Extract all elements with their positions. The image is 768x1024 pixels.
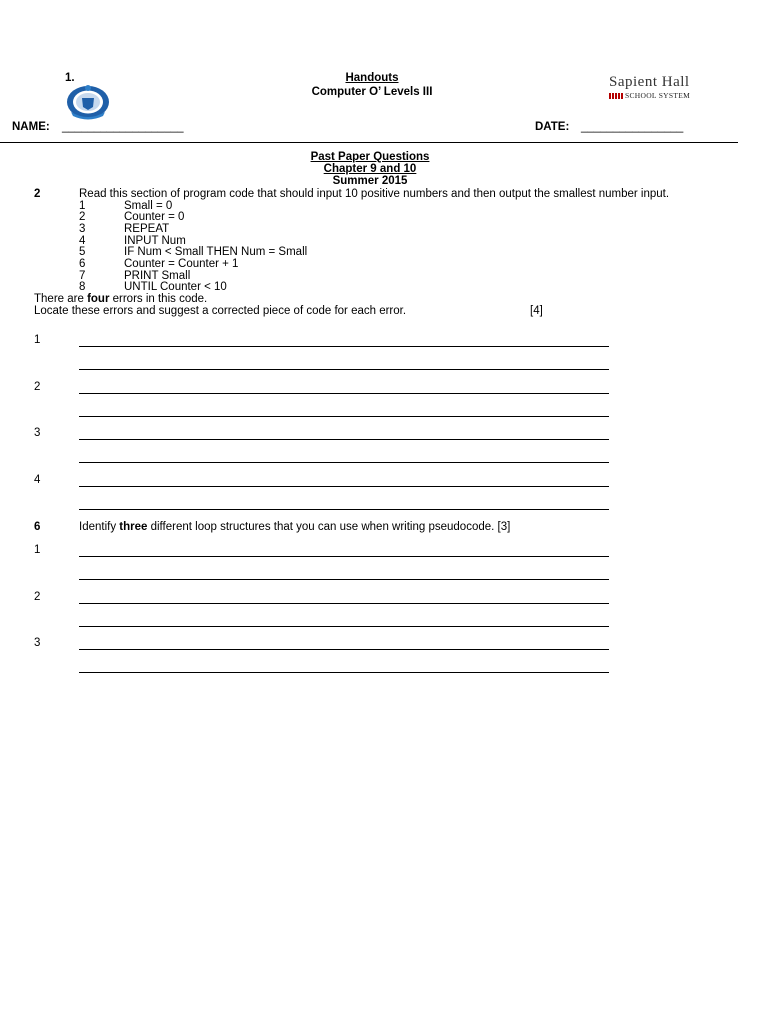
brand-name: Sapient Hall	[609, 74, 690, 90]
code-line-text: REPEAT	[124, 223, 170, 235]
code-line-text: UNTIL Counter < 10	[124, 281, 227, 293]
answer-number: 4	[34, 474, 41, 486]
answer-line[interactable]	[79, 393, 609, 394]
code-line-text: Counter = Counter + 1	[124, 258, 239, 270]
brand-subtitle: SCHOOL SYSTEM	[625, 91, 691, 100]
header-divider	[0, 142, 738, 143]
code-line-number: 7	[79, 270, 86, 282]
code-line-number: 1	[79, 200, 86, 212]
date-blank[interactable]: ________________	[581, 121, 684, 133]
answer-line[interactable]	[79, 579, 609, 580]
school-seal-logo	[65, 82, 111, 120]
answer-line[interactable]	[79, 672, 609, 673]
course-subtitle: Computer O’ Levels III	[311, 86, 433, 98]
q6-prompt: Identify three different loop structures that you can use when writing pseudocode. [3]	[79, 521, 511, 533]
code-line-number: 2	[79, 211, 86, 223]
answer-line[interactable]	[79, 649, 609, 650]
code-line-number: 4	[79, 235, 86, 247]
answer-number: 2	[34, 381, 41, 393]
section-heading: Past Paper Questions	[310, 151, 430, 163]
answer-number: 2	[34, 591, 41, 603]
answer-line[interactable]	[79, 509, 609, 510]
errors-statement: There are four errors in this code.	[34, 293, 208, 305]
q2-number: 2	[34, 188, 41, 200]
answer-line[interactable]	[79, 486, 609, 487]
errors-count: four	[87, 293, 110, 305]
section-chapter: Chapter 9 and 10	[323, 163, 417, 175]
section-session: Summer 2015	[332, 175, 408, 187]
document-title: Handouts	[345, 72, 399, 84]
code-line-number: 3	[79, 223, 86, 235]
answer-line[interactable]	[79, 439, 609, 440]
q2-marks: [4]	[530, 305, 543, 317]
code-line-number: 5	[79, 246, 86, 258]
answer-line[interactable]	[79, 626, 609, 627]
answer-line[interactable]	[79, 369, 609, 370]
answer-number: 3	[34, 637, 41, 649]
brand-bar-icon	[609, 93, 623, 99]
question-number: 1.	[65, 72, 75, 84]
brand-logo	[609, 75, 705, 100]
answer-line[interactable]	[79, 556, 609, 557]
code-line-text: IF Num < Small THEN Num = Small	[124, 246, 308, 258]
date-label: DATE:	[535, 121, 570, 133]
locate-instruction: Locate these errors and suggest a corrected piece of code for each error.	[34, 305, 407, 317]
answer-number: 3	[34, 427, 41, 439]
code-line-text: PRINT Small	[124, 270, 191, 282]
answer-line[interactable]	[79, 462, 609, 463]
loop-count: three	[119, 521, 148, 533]
code-line-number: 8	[79, 281, 86, 293]
code-line-text: Small = 0	[124, 200, 173, 212]
answer-number: 1	[34, 544, 41, 556]
q2-prompt: Read this section of program code that should input 10 positive numbers and then output the smallest number input.	[79, 188, 670, 200]
code-line-number: 6	[79, 258, 86, 270]
answer-line[interactable]	[79, 346, 609, 347]
q6-number: 6	[34, 521, 41, 533]
code-line-text: Counter = 0	[124, 211, 185, 223]
answer-number: 1	[34, 334, 41, 346]
name-blank[interactable]: ___________________	[62, 121, 184, 133]
code-line-text: INPUT Num	[124, 235, 186, 247]
name-label: NAME:	[12, 121, 50, 133]
answer-line[interactable]	[79, 603, 609, 604]
answer-line[interactable]	[79, 416, 609, 417]
